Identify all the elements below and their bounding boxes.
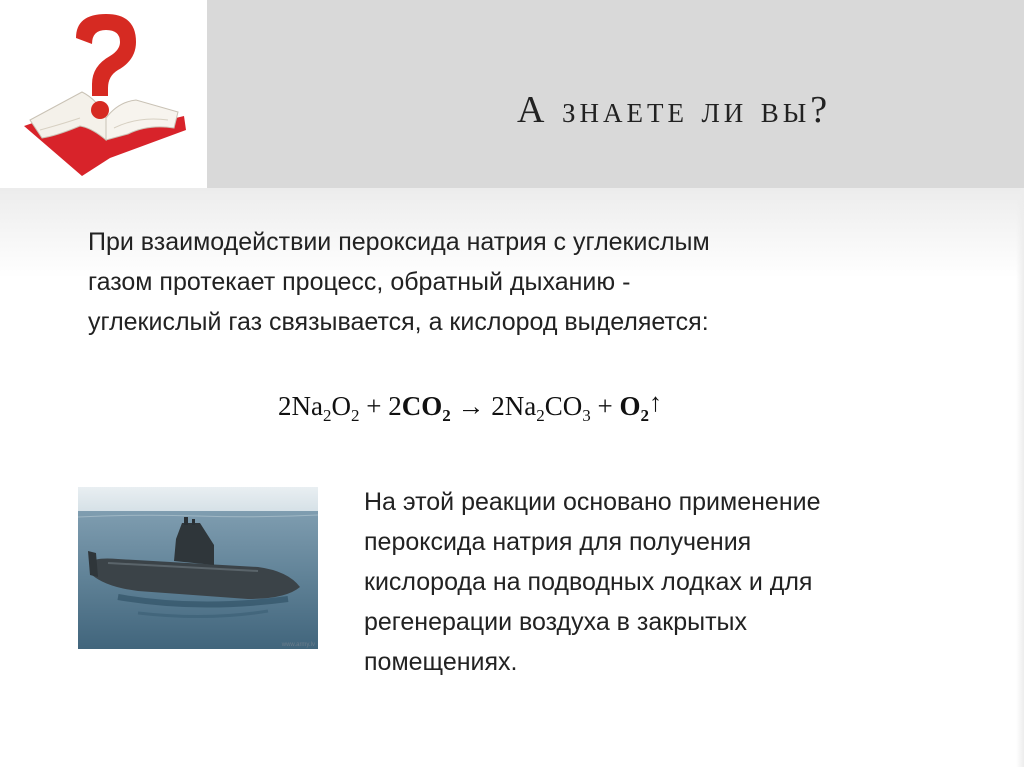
eq-part: + (590, 391, 620, 421)
eq-part: CO (544, 391, 583, 421)
eq-sub: 3 (582, 406, 591, 425)
submarine-image (78, 487, 318, 649)
question-book-icon (18, 8, 188, 180)
eq-sub: 2 (536, 406, 545, 425)
application-line: пероксида натрия для получения (364, 528, 752, 556)
application-line: На этой реакции основано применение (364, 488, 821, 516)
edge-shade (1016, 188, 1024, 767)
eq-co2: CO (401, 391, 443, 421)
eq-part: O (331, 391, 351, 421)
submarine-photo (78, 487, 318, 649)
eq-sub: 2 (640, 406, 649, 425)
application-line: регенерации воздуха в закрытых (364, 608, 748, 636)
page-title: А знаете ли вы? (517, 89, 832, 131)
intro-paragraph (88, 222, 888, 342)
eq-sub: 2 (322, 406, 332, 425)
eq-part: 2Na (278, 391, 323, 421)
eq-sub: 2 (442, 406, 451, 425)
intro-line: газом протекает процесс, обратный дыханию - (88, 268, 631, 296)
eq-o2: O (619, 391, 641, 421)
application-line: помещениях. (364, 648, 518, 676)
application-line: кислорода на подводных лодках и для (364, 568, 813, 596)
intro-line: углекислый газ связывается, а кислород выделяется: (88, 308, 709, 336)
eq-sub: 2 (350, 406, 360, 425)
eq-part: + 2 (359, 391, 402, 421)
application-paragraph (364, 482, 984, 682)
intro-line: При взаимодействии пероксида натрия с углекислым (88, 228, 710, 256)
eq-arrow: → 2Na (450, 391, 537, 421)
photo-credit: www.army.lv (281, 642, 315, 648)
logo-panel (0, 0, 204, 188)
gas-arrow-icon: ↑ (648, 388, 662, 417)
reaction-equation (278, 388, 662, 425)
